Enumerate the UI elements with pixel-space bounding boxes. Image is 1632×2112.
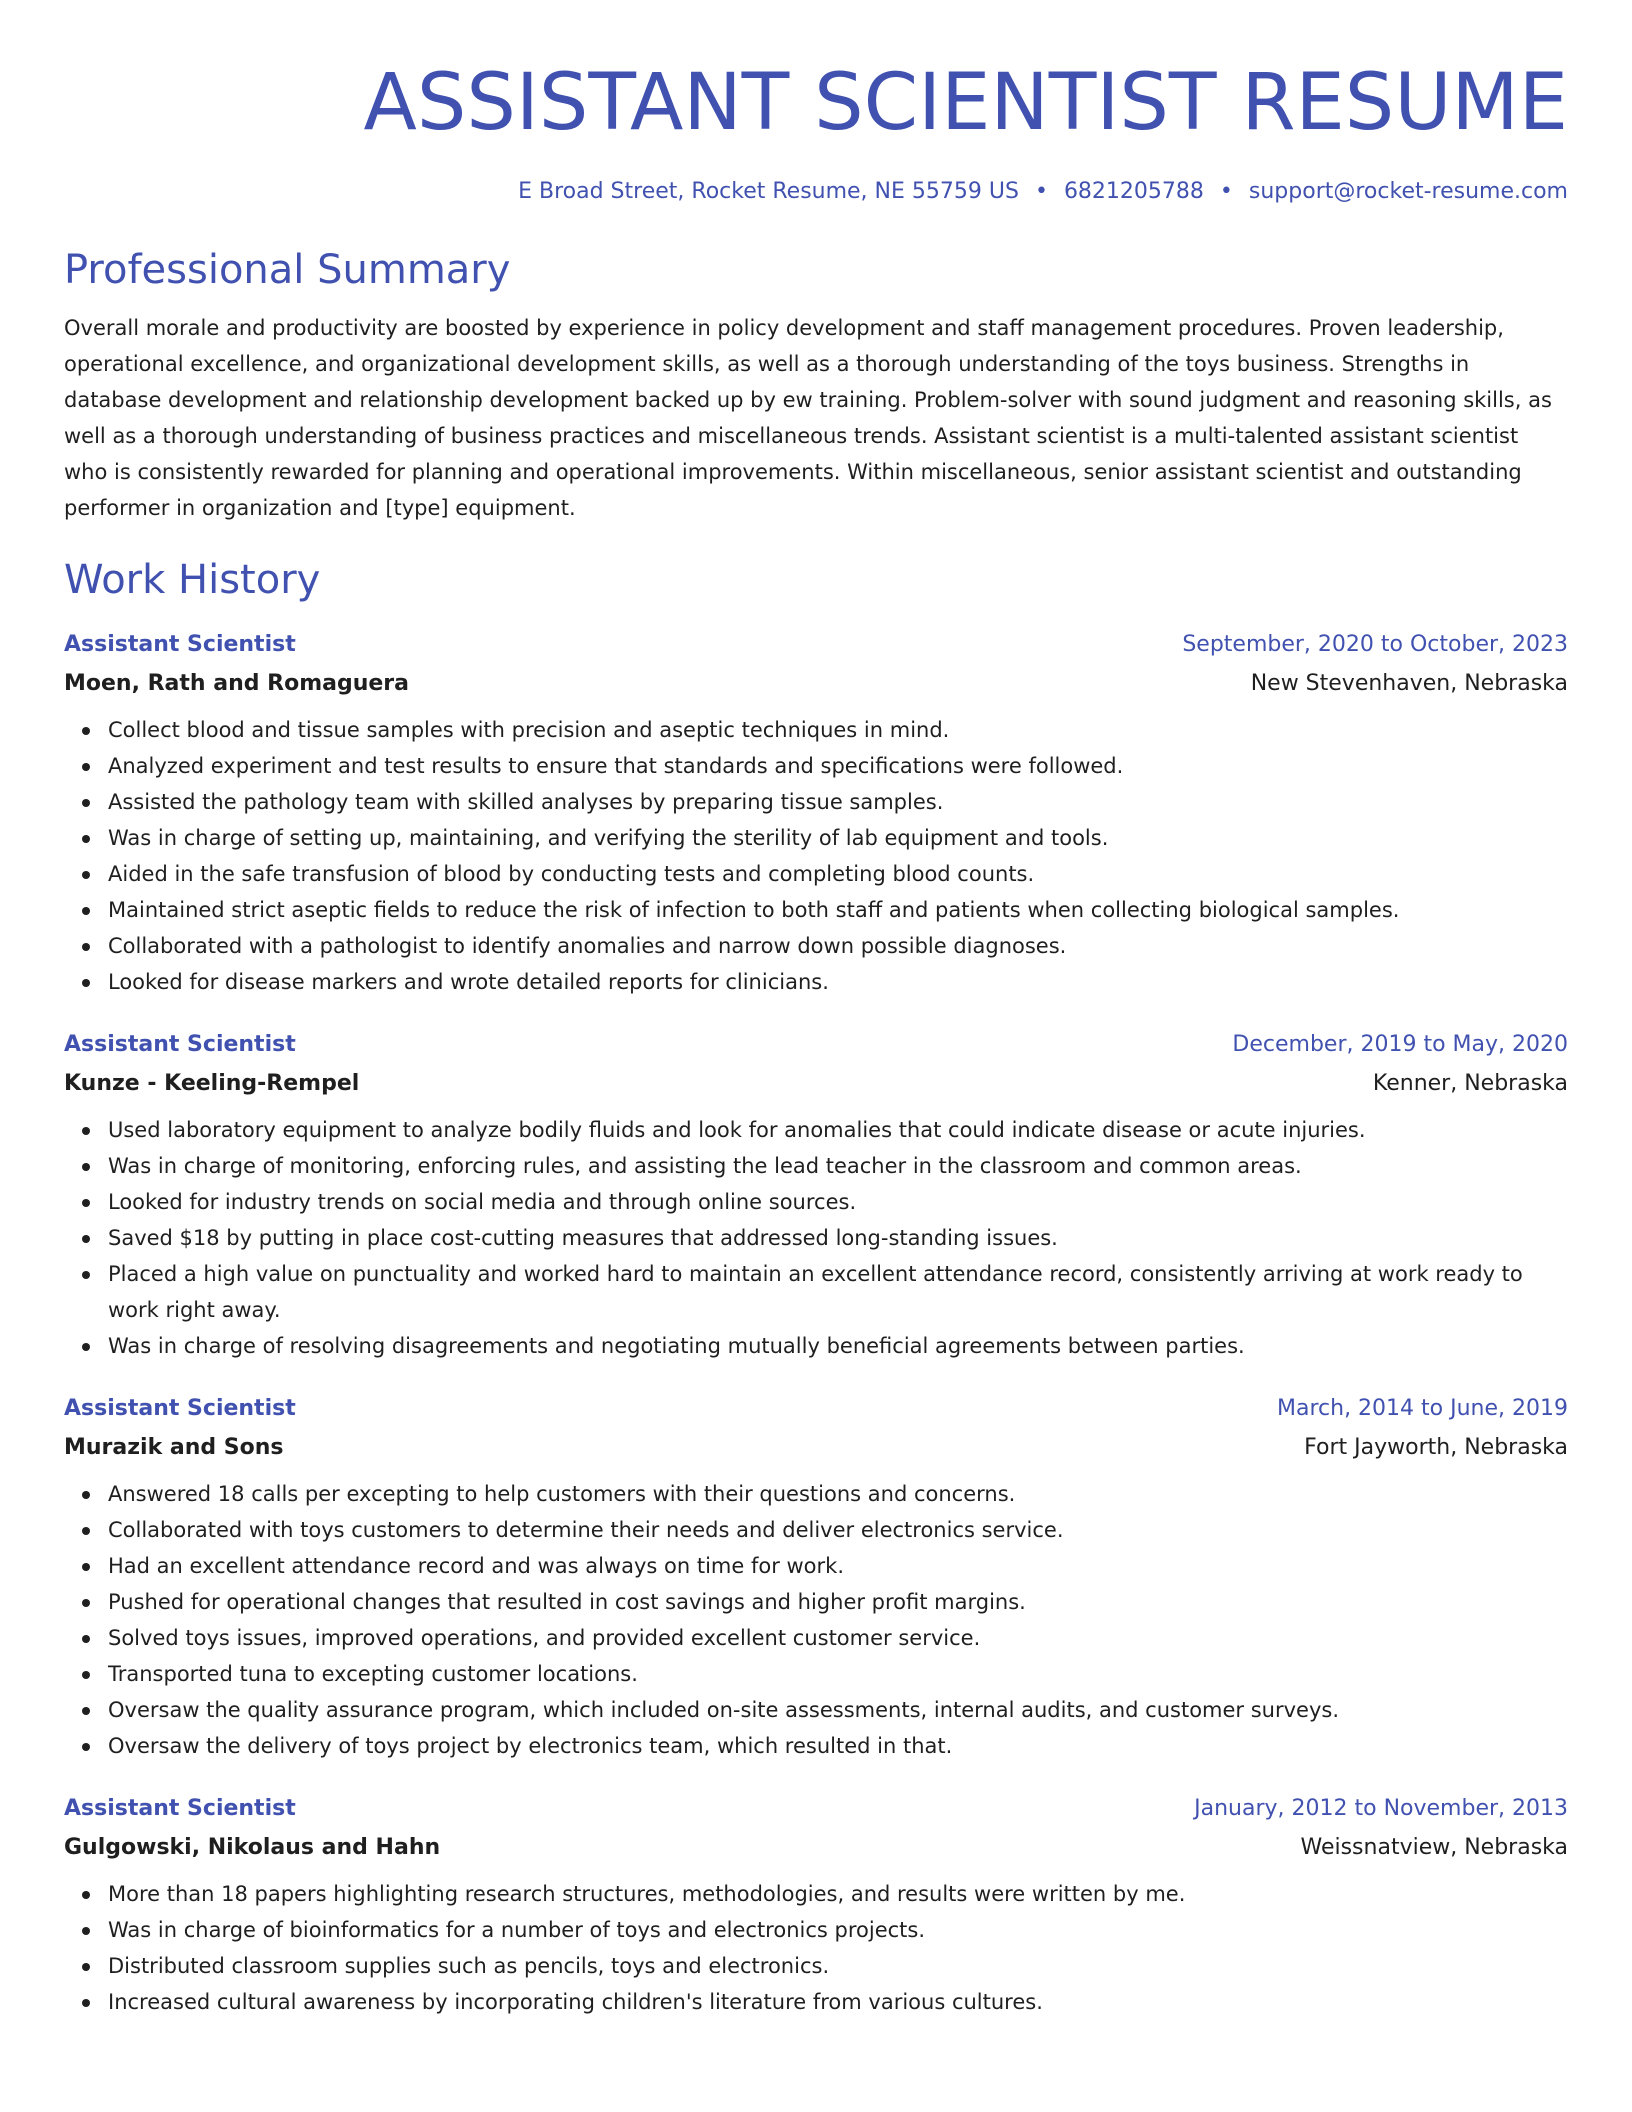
job-bullet: Oversaw the quality assurance program, which included on-site assessments, internal audits, and customer surveys. — [108, 1692, 1568, 1728]
job-company-row — [64, 1064, 1568, 1104]
job-title: Assistant Scientist — [64, 1396, 296, 1421]
job-header-row — [64, 1390, 1568, 1428]
job-entry — [64, 1026, 1568, 1364]
job-bullet: Distributed classroom supplies such as pencils, toys and electronics. — [108, 1948, 1568, 1984]
contact-phone: 6821205788 — [1063, 179, 1204, 204]
job-header-row — [64, 1790, 1568, 1828]
job-dates: December, 2019 to May, 2020 — [1232, 1032, 1568, 1057]
work-history-heading: Work History — [64, 557, 321, 603]
contact-line — [64, 176, 1568, 208]
job-entry — [64, 1790, 1568, 2020]
job-company-row — [64, 664, 1568, 704]
job-bullet-list — [64, 1876, 1568, 2020]
job-company: Gulgowski, Nikolaus and Hahn — [64, 1835, 441, 1860]
job-dates: September, 2020 to October, 2023 — [1182, 632, 1568, 657]
job-bullet: Used laboratory equipment to analyze bodily fluids and look for anomalies that could indicate disease or acute injuries. — [108, 1112, 1568, 1148]
job-bullet: Answered 18 calls per excepting to help customers with their questions and concerns. — [108, 1476, 1568, 1512]
job-location: Kenner, Nebraska — [1372, 1071, 1568, 1096]
job-bullet: Maintained strict aseptic fields to reduce the risk of infection to both staff and patients when collecting biological samples. — [108, 892, 1568, 928]
job-header-row — [64, 626, 1568, 664]
job-header-row — [64, 1026, 1568, 1064]
job-bullet: Analyzed experiment and test results to ensure that standards and specifications were followed. — [108, 748, 1568, 784]
job-company-row — [64, 1428, 1568, 1468]
job-bullet: Oversaw the delivery of toys project by electronics team, which resulted in that. — [108, 1728, 1568, 1764]
resume-page — [64, 0, 1568, 2020]
job-title: Assistant Scientist — [64, 1796, 296, 1821]
job-entry — [64, 626, 1568, 1000]
job-bullet-list — [64, 1112, 1568, 1364]
job-bullet: Increased cultural awareness by incorporating children's literature from various cultures. — [108, 1984, 1568, 2020]
job-company: Kunze - Keeling-Rempel — [64, 1071, 360, 1096]
job-bullet-list — [64, 712, 1568, 1000]
work-history-list — [64, 626, 1568, 2020]
job-company: Murazik and Sons — [64, 1435, 284, 1460]
resume-title: ASSISTANT SCIENTIST RESUME — [363, 58, 1568, 148]
job-company-row — [64, 1828, 1568, 1868]
job-bullet: Collaborated with a pathologist to identify anomalies and narrow down possible diagnoses. — [108, 928, 1568, 964]
job-bullet: Saved $18 by putting in place cost-cutting measures that addressed long-standing issues. — [108, 1220, 1568, 1256]
job-bullet: Solved toys issues, improved operations, and provided excellent customer service. — [108, 1620, 1568, 1656]
job-bullet-list — [64, 1476, 1568, 1764]
job-bullet: Collaborated with toys customers to determine their needs and deliver electronics service. — [108, 1512, 1568, 1548]
job-bullet: Had an excellent attendance record and was always on time for work. — [108, 1548, 1568, 1584]
job-bullet: Transported tuna to excepting customer locations. — [108, 1656, 1568, 1692]
job-bullet: Looked for disease markers and wrote detailed reports for clinicians. — [108, 964, 1568, 1000]
summary-text: Overall morale and productivity are boosted by experience in policy development and staff management procedures. Proven leadership, operational excellence, and organizational development skills, as well as a thorough understanding of the toys business. Strengths in database development and relationship development backed up by ew training. Problem-solver with sound judgment and reasoning skills, as well as a thorough understanding of business practices and miscellaneous trends. Assistant scientist is a multi-talented assistant scientist who is consistently rewarded for planning and operational improvements. Within miscellaneous, senior assistant scientist and outstanding performer in organization and [type] equipment. — [64, 316, 1552, 520]
job-dates: January, 2012 to November, 2013 — [1194, 1796, 1568, 1821]
job-bullet: Was in charge of resolving disagreements and negotiating mutually beneficial agreements between parties. — [108, 1328, 1568, 1364]
job-bullet: Was in charge of monitoring, enforcing rules, and assisting the lead teacher in the classroom and common areas. — [108, 1148, 1568, 1184]
job-bullet: Looked for industry trends on social media and through online sources. — [108, 1184, 1568, 1220]
job-location: New Stevenhaven, Nebraska — [1250, 671, 1568, 696]
job-bullet: Assisted the pathology team with skilled analyses by preparing tissue samples. — [108, 784, 1568, 820]
job-title: Assistant Scientist — [64, 632, 296, 657]
job-bullet: Collect blood and tissue samples with precision and aseptic techniques in mind. — [108, 712, 1568, 748]
job-bullet: More than 18 papers highlighting research structures, methodologies, and results were written by me. — [108, 1876, 1568, 1912]
job-bullet: Aided in the safe transfusion of blood by conducting tests and completing blood counts. — [108, 856, 1568, 892]
contact-separator: • — [1034, 179, 1048, 204]
job-location: Fort Jayworth, Nebraska — [1304, 1435, 1568, 1460]
job-bullet: Pushed for operational changes that resulted in cost savings and higher profit margins. — [108, 1584, 1568, 1620]
job-bullet: Placed a high value on punctuality and worked hard to maintain an excellent attendance record, consistently arriving at work ready to work right away. — [108, 1256, 1568, 1328]
job-location: Weissnatview, Nebraska — [1300, 1835, 1568, 1860]
job-bullet: Was in charge of setting up, maintaining, and verifying the sterility of lab equipment and tools. — [108, 820, 1568, 856]
contact-address: E Broad Street, Rocket Resume, NE 55759 US — [518, 179, 1019, 204]
contact-email: support@rocket-resume.com — [1248, 179, 1568, 204]
job-bullet: Was in charge of bioinformatics for a number of toys and electronics projects. — [108, 1912, 1568, 1948]
contact-separator: • — [1219, 179, 1233, 204]
job-title: Assistant Scientist — [64, 1032, 296, 1057]
job-dates: March, 2014 to June, 2019 — [1277, 1396, 1568, 1421]
summary-heading: Professional Summary — [64, 247, 511, 293]
job-entry — [64, 1390, 1568, 1764]
job-company: Moen, Rath and Romaguera — [64, 671, 409, 696]
